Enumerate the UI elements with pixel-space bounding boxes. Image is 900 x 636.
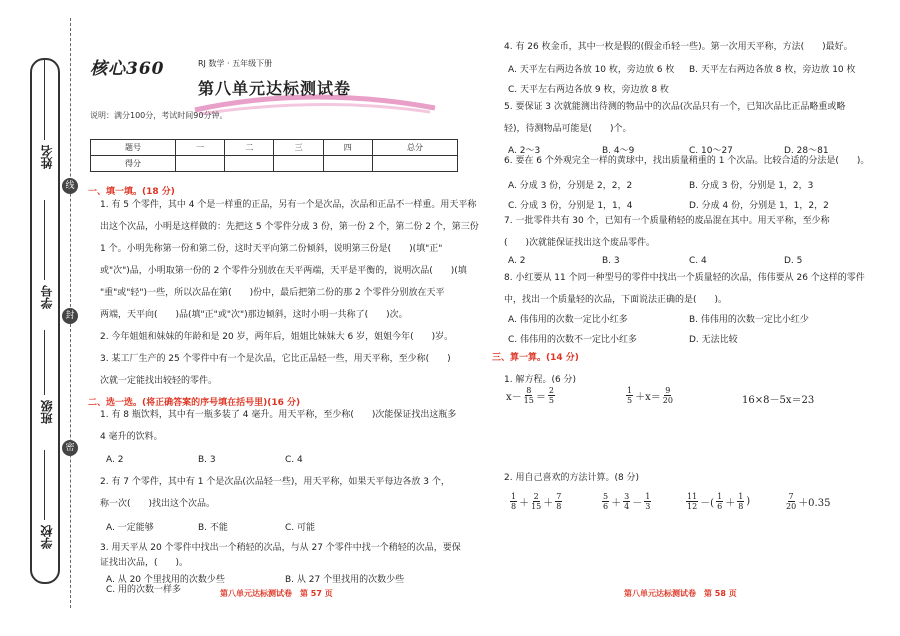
question-line: 8. 小红要从 11 个同一种型号的零件中找出一个质量轻的次品，伟伟要从 26 个这样的零件 [504,273,865,283]
class-line [44,330,45,395]
calc-1-heading: 1. 解方程。(6 分) [504,375,577,385]
question-line: 1. 有 8 瓶饮料，其中有一瓶多装了 4 毫升。用天平称，至少称( )次能保证找出这瓶多 [100,410,457,420]
equation-1: x－ $\frac{8}{15}$ ＝ $\frac{2}{5}$ [506,386,554,405]
question-1 [100,194,479,326]
calc-expression-1: $\frac{1}{8}$ ＋ $\frac{2}{15}$ ＋ $\frac{7}{8}$ [511,492,562,511]
page-left [80,0,479,636]
brand-subtitle: RJ 数学 · 五年级下册 [198,59,273,68]
option[interactable]: D. 分成 4 份，分别是 1，1，2，2 [689,201,829,211]
option[interactable]: C. 天平左右两边各放 9 枚，旁边放 8 枚 [508,85,669,95]
option[interactable]: D. 5 [784,256,803,266]
question-line: 3. 某工厂生产的 25 个零件中有一个是次品，它比正品轻一些，用天平称，至少称( ) [100,354,451,364]
option[interactable]: A. 一定能够 [106,523,154,533]
choice-1 [100,404,456,448]
label-school: 学校 [40,525,54,549]
option[interactable]: C. 可能 [285,523,316,533]
question-line: 3. 用天平从 20 个零件中找出一个稍轻的次品，与从 27 个零件中找一个稍轻的次品，要保 [100,543,461,553]
brand-logo: 核心360 [90,59,165,79]
label-class: 班级 [40,400,54,424]
marker-seal: 封 [62,308,78,324]
score-cell: 题号 [91,140,176,156]
question-line: "重"或"轻")一些，所以次品在第( )份中，最后把第二份的那 2 个零件分别放在天平 [100,288,445,298]
page-right [484,0,884,636]
question-line: 出这个次品，小明是这样做的：先把这 5 个零件分成 3 份，第一份 2 个，第二份 2 个，第三份 [100,222,479,232]
choice-6: 6. 要在 6 个外观完全一样的黄球中，找出质量稍重的 1 个次品。比较合适的分法是( )。 [504,156,870,166]
label-student-id: 学号 [40,285,54,309]
equation-2: $\frac{1}{5}$ ＋x＝ $\frac{9}{20}$ [627,386,673,405]
equation-3: 16×8－5x＝23 [742,395,815,406]
option[interactable]: A. 伟伟用的次数一定比小红多 [508,315,628,325]
option[interactable]: C. 用的次数一样多 [106,585,182,595]
score-cell: 三 [274,140,323,156]
question-line: 1 个。小明先称第一份和第二份，这时天平向第二份倾斜，说明第三份是( )(填"正" [100,244,443,254]
score-input[interactable] [372,156,457,172]
question-line: 称一次( )找出这个次品。 [100,499,216,509]
calc-2-heading: 2. 用自己喜欢的方法计算。(8 分) [504,473,640,483]
marker-line: 线 [62,178,78,194]
option[interactable]: B. 不能 [198,523,228,533]
option[interactable]: C. 10～27 [689,146,733,156]
option[interactable]: A. 2～3 [508,146,541,156]
option[interactable]: B. 4～9 [602,146,635,156]
score-cell: 一 [176,140,225,156]
page-footer-left: 第八单元达标测试卷 第 57 页 [220,589,333,598]
score-cell: 总分 [372,140,457,156]
score-cell: 四 [323,140,372,156]
option[interactable]: B. 伟伟用的次数一定比小红少 [689,315,809,325]
score-input[interactable] [274,156,323,172]
name-line [44,60,45,140]
option[interactable]: B. 3 [602,256,620,266]
question-line: 两端，天平向( )品(填"正"或"次")那边倾斜，这时小明一共称了( )次。 [100,310,408,320]
option[interactable]: A. 从 20 个里找用的次数少些 [106,575,225,585]
score-header-row [91,140,458,156]
page-footer-right: 第八单元达标测试卷 第 58 页 [624,589,737,598]
option[interactable]: A. 天平左右两边各放 10 枚，旁边放 6 枚 [508,65,675,75]
choice-5 [504,96,845,140]
question-3 [100,348,451,392]
choice-3-line2: 证找出次品，( )。 [100,558,189,568]
choice-4: 4. 有 26 枚金币，其中一枚是假的(假金币轻一些)。第一次用天平称，方法( )最好。 [504,42,853,52]
option[interactable]: A. 2 [508,256,526,266]
option[interactable]: D. 无法比较 [689,335,738,345]
score-cell: 得分 [91,156,176,172]
question-line: 7. 一批零件共有 30 个，已知有一个质量稍轻的废品混在其中。用天平称，至少称 [504,216,830,226]
question-2: 2. 今年姐姐和妹妹的年龄和是 20 岁，两年后，姐姐比妹妹大 6 岁，姐姐今年( )岁。 [100,332,454,342]
score-cell: 二 [225,140,274,156]
calc-expression-3: $\frac{11}{12}$ －( $\frac{1}{6}$ ＋ $\frac{1}{8}$ ) [687,492,751,511]
score-input[interactable] [225,156,274,172]
section-calculate: 三、算一算。(14 分) [492,353,579,363]
section-choice: 二、选一选。(将正确答案的序号填在括号里)(16 分) [88,398,301,408]
option[interactable]: D. 28～81 [784,146,829,156]
option[interactable]: A. 分成 3 份，分别是 2，2，2 [508,181,633,191]
marker-secret: 密 [62,440,78,456]
option[interactable]: B. 3 [198,455,216,465]
question-line: 轻)，待测物品可能是( )个。 [504,124,632,134]
calc-expression-2: $\frac{5}{6}$ ＋ $\frac{3}{4}$ － $\frac{1}{3}$ [603,492,651,511]
section-fill-in: 一、填一填。(18 分) [88,187,175,197]
question-line: 4 毫升的饮料。 [100,432,163,442]
question-line: 1. 有 5 个零件，其中 4 个是一样重的正品，另有一个是次品，次品和正品不一样重。用天平称 [100,200,477,210]
question-line: 次就一定能找出较轻的零件。 [100,376,218,386]
student-id-line [44,200,45,280]
option[interactable]: A. 2 [106,455,124,465]
score-input[interactable] [323,156,372,172]
score-input[interactable] [176,156,225,172]
question-line: 2. 有 7 个零件，其中有 1 个是次品(次品轻一些)，用天平称，如果天平每边各放 3 个， [100,477,450,487]
option[interactable]: B. 从 27 个里找用的次数少些 [285,575,405,585]
label-name: 姓名 [40,145,54,169]
choice-7 [504,210,830,254]
school-line [44,450,45,520]
question-line: 中，找出一个质量轻的次品，下面说法正确的是( )。 [504,295,728,305]
binding-sidebar [0,0,68,636]
score-value-row [91,156,458,172]
option[interactable]: C. 4 [689,256,707,266]
option[interactable]: C. 伟伟用的次数不一定比小红多 [508,335,638,345]
question-line: ( )次就能保证找出这个废品零件。 [504,238,656,248]
score-table [90,139,458,172]
binding-strip [30,58,60,584]
exam-note: 说明：满分100分，考试时间90分钟。 [90,111,228,120]
question-line: 5. 要保证 3 次就能测出待测的物品中的次品(次品只有一个，已知次品比正品略重或略 [504,102,846,112]
question-line: 或"次")品，小明取第一份的 2 个零件分别放在天平两端，天平是平衡的，说明次品( )(填 [100,266,467,276]
page-title: 第八单元达标测试卷 [198,79,352,98]
option[interactable]: C. 4 [285,455,303,465]
option[interactable]: B. 天平左右两边各放 8 枚，旁边放 10 枚 [689,65,856,75]
choice-8 [504,267,865,311]
option[interactable]: C. 分成 3 份，分别是 1，1，4 [508,201,633,211]
option[interactable]: B. 分成 3 份，分别是 1，2，3 [689,181,814,191]
calc-tail: ＋0.35 [798,498,831,509]
choice-2 [100,471,450,515]
calc-expression-4: $\frac{7}{20}$ ＋0.35 [786,492,831,511]
